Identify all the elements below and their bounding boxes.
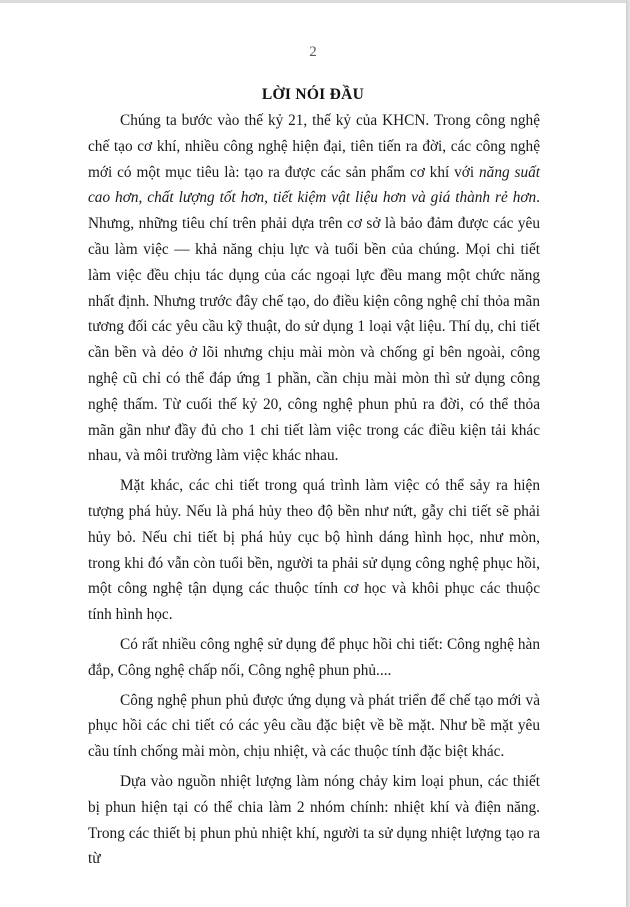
paragraph-intro-rest: . Nhưng, những tiêu chí trên phải dựa trên cơ sở là bảo đảm được các yêu cầu làm việc — khả năng chịu lực và tuổi bền của chúng. Mọi chi tiết làm việc đều chịu tác dụng của các ngoại lực đều mang một chức năng nhất định. Nhưng trước đây chế tạo, do điều kiện công nghệ chỉ thỏa mãn tương đối các yêu cầu kỹ thuật, do sử dụng 1 loại vật liệu. Thí dụ, chi tiết cần bền và dẻo ở lõi nhưng chịu mài mòn và chống gỉ bên ngoài, công nghệ cũ chỉ có thể đáp ứng 1 phần, cần chịu mài mòn thì sử dụng công nghệ thấm. Từ cuối thế kỷ 20, công nghệ phun phủ ra đời, có thể thỏa mãn gần như đầy đủ cho 1 chi tiết làm việc trong các điều kiện tải khác nhau, và môi trường làm việc khác nhau.	[88, 189, 540, 465]
paragraph-heat-sources: Dựa vào nguồn nhiệt lượng làm nóng chảy kim loại phun, các thiết bị phun hiện tại có thể chia làm 2 nhóm chính: nhiệt khí và điện năng. Trong các thiết bị phun phủ nhiệt khí, người ta sử dụng nhiệt lượng tạo ra từ	[88, 772, 540, 868]
page-number: 2	[309, 44, 317, 60]
paragraph-intro-emphasis: năng suất cao hơn, chất lượng tốt hơn, tiết kiệm vật liệu hơn và giá thành rẻ hơn	[88, 163, 541, 207]
page-title: LỜI NÓI ĐẦU	[261, 86, 365, 103]
paragraph-intro-lead: Chúng ta bước vào thế kỷ 21, thế kỷ của KHCN. Trong công nghệ chế tạo cơ khí, nhiều công nghệ hiện đại, tiên tiến ra đời, các công nghệ mới có một mục tiêu là: tạo ra được các sản phẩm cơ khí với	[88, 112, 540, 181]
paragraph-intro	[88, 108, 540, 469]
paragraph-spray-coating: Công nghệ phun phủ được ứng dụng và phát triển để chế tạo mới và phục hồi các chi tiết có các yêu cầu đặc biệt về bề mặt. Như bề mặt yêu cầu tính chống mài mòn, chịu nhiệt, và các thuộc tính đặc biệt khác.	[88, 691, 540, 761]
document-body	[88, 108, 540, 872]
paragraph-damage: Mặt khác, các chi tiết trong quá trình làm việc có thể sảy ra hiện tượng phá hủy. Nếu là phá hủy theo độ bền như nứt, gẫy chi tiết sẽ phải hủy bỏ. Nếu chi tiết bị phá hủy cục bộ hình dáng hình học, như mòn, trong khi đó vẫn còn tuổi bền, người ta phải sử dụng công nghệ phục hồi, một công nghệ tận dụng các thuộc tính cơ học và khôi phục các thuộc tính hình học.	[88, 477, 540, 624]
paragraph-restoration-methods: Có rất nhiều công nghệ sử dụng để phục hồi chi tiết: Công nghệ hàn đắp, Công nghệ chấp nối, Công nghệ phun phủ....	[88, 635, 540, 679]
page-top-edge	[0, 0, 626, 3]
